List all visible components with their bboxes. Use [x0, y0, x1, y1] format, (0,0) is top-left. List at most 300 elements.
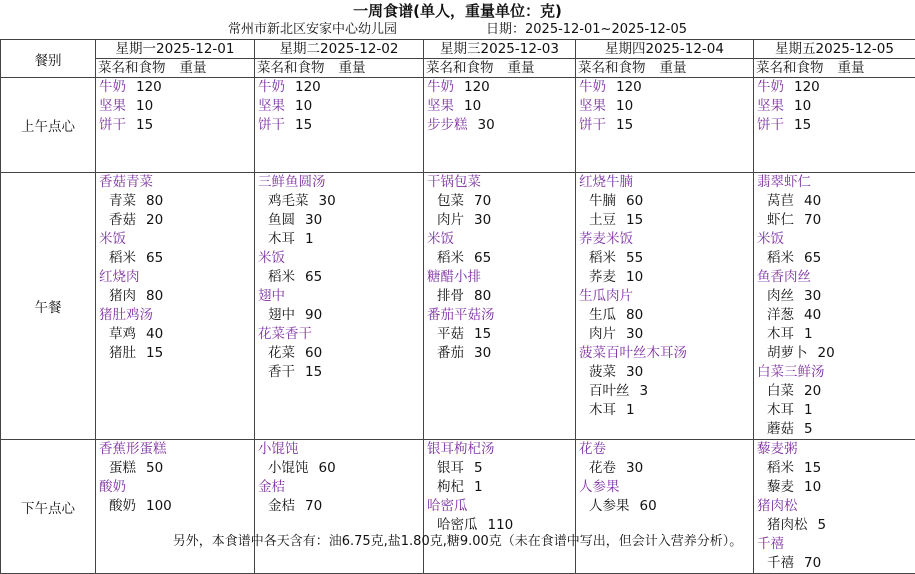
ingredient-line [427, 459, 575, 478]
ingredient-line [757, 401, 915, 420]
dish-line [258, 478, 423, 497]
day-header: 星期四2025-12-04 [576, 40, 754, 59]
ingredient-name: 白菜 [767, 383, 794, 399]
dish-line [427, 78, 575, 97]
weight-value: 20 [804, 383, 821, 399]
nutrition-footnote: 另外，本食谱中各天含有：油6.75克,盐1.80克,糖9.00克（未在食谱中写出，但会计入营养分析）。 [0, 532, 915, 551]
dish-line [99, 268, 254, 287]
ingredient-name: 猪肉松 [767, 517, 808, 533]
dish-line [757, 268, 915, 287]
ingredient-name: 猪肉 [109, 288, 136, 304]
weight-value: 120 [136, 79, 162, 95]
ingredient-line [579, 497, 753, 516]
dish-line [579, 173, 753, 192]
ingredient-name: 香干 [268, 364, 295, 380]
ingredient-line [427, 192, 575, 211]
ingredient-line [757, 554, 915, 573]
menu-cell [255, 173, 424, 440]
weight-value: 20 [146, 212, 163, 228]
dish-name: 饼干 [99, 117, 126, 133]
weight-value: 5 [804, 421, 813, 437]
ingredient-line [99, 344, 254, 363]
dish-name: 干锅包菜 [427, 174, 481, 190]
ingredient-name: 土豆 [589, 212, 616, 228]
sub-header-row [1, 59, 915, 78]
dish-line [258, 78, 423, 97]
meal-label: 下午点心 [1, 440, 96, 574]
ingredient-line [258, 459, 423, 478]
dish-name: 藜麦粥 [757, 441, 798, 457]
dish-line [579, 97, 753, 116]
weight-value: 20 [818, 345, 835, 361]
ingredient-name: 稻米 [589, 250, 616, 266]
menu-cell [424, 173, 576, 440]
sub-header [96, 59, 255, 78]
weight-value: 40 [146, 326, 163, 342]
ingredient-line [427, 249, 575, 268]
dish-name: 翡翠虾仁 [757, 174, 811, 190]
ingredient-line [99, 192, 254, 211]
ingredient-line [99, 211, 254, 230]
dish-line [757, 116, 915, 135]
dish-name: 坚果 [99, 98, 126, 114]
dish-line [427, 173, 575, 192]
weight-value: 10 [616, 98, 633, 114]
weight-value: 120 [295, 79, 321, 95]
menu-cell [576, 173, 754, 440]
ingredient-name: 平菇 [437, 326, 464, 342]
dish-line [258, 97, 423, 116]
dish-name: 人参果 [579, 479, 620, 495]
ingredient-name: 木耳 [589, 402, 616, 418]
dish-name: 猪肚鸡汤 [99, 307, 153, 323]
ingredient-name: 包菜 [437, 193, 464, 209]
ingredient-line [757, 344, 915, 363]
weight-value: 120 [794, 79, 820, 95]
ingredient-name: 木耳 [767, 402, 794, 418]
ingredient-name: 蛋糕 [109, 460, 136, 476]
sub-header [255, 59, 424, 78]
dish-line [258, 287, 423, 306]
weight-value: 80 [474, 288, 491, 304]
menu-cell [754, 440, 915, 574]
ingredient-name: 排骨 [437, 288, 464, 304]
dish-name: 红烧牛腩 [579, 174, 633, 190]
ingredient-name: 虾仁 [767, 212, 794, 228]
dish-line [99, 173, 254, 192]
weight-value: 90 [305, 307, 322, 323]
ingredient-name: 金桔 [268, 498, 295, 514]
sub-header [576, 59, 754, 78]
dish-name: 米饭 [757, 231, 784, 247]
ingredient-name: 稻米 [268, 269, 295, 285]
ingredient-line [258, 363, 423, 382]
dish-name: 牛奶 [579, 79, 606, 95]
dish-line [757, 497, 915, 516]
ingredient-line [258, 192, 423, 211]
weight-value: 80 [146, 288, 163, 304]
dish-name: 香菇青菜 [99, 174, 153, 190]
dish-name: 生瓜肉片 [579, 288, 633, 304]
menu-table [0, 39, 915, 574]
ingredient-name: 银耳 [437, 460, 464, 476]
weight-value: 1 [626, 402, 635, 418]
ingredient-name: 肉片 [437, 212, 464, 228]
ingredient-name: 生瓜 [589, 307, 616, 323]
dish-line [579, 344, 753, 363]
ingredient-line [579, 268, 753, 287]
menu-cell [754, 173, 915, 440]
food-name-header: 菜名和食物 [426, 60, 494, 76]
dish-line [258, 440, 423, 459]
dish-line [757, 230, 915, 249]
dish-line [579, 287, 753, 306]
dish-line [258, 173, 423, 192]
weight-value: 30 [804, 288, 821, 304]
dish-line [427, 230, 575, 249]
weight-value: 10 [626, 269, 643, 285]
dish-name: 翅中 [258, 288, 285, 304]
dish-name: 坚果 [579, 98, 606, 114]
menu-cell [424, 440, 576, 574]
weight-value: 1 [804, 326, 813, 342]
ingredient-name: 香菇 [109, 212, 136, 228]
weight-value: 100 [146, 498, 172, 514]
weight-header: 重量 [838, 60, 865, 76]
dish-name: 饼干 [757, 117, 784, 133]
weight-header: 重量 [660, 60, 687, 76]
food-name-header: 菜名和食物 [98, 60, 166, 76]
dish-name: 猪肉松 [757, 498, 798, 514]
weight-value: 5 [474, 460, 483, 476]
weight-value: 10 [804, 479, 821, 495]
menu-cell [754, 78, 915, 173]
dish-name: 牛奶 [99, 79, 126, 95]
weight-value: 110 [488, 517, 514, 533]
menu-cell [255, 440, 424, 574]
dish-name: 米饭 [99, 231, 126, 247]
weight-value: 10 [794, 98, 811, 114]
ingredient-line [99, 249, 254, 268]
weight-value: 30 [626, 460, 643, 476]
dish-name: 坚果 [427, 98, 454, 114]
ingredient-name: 稻米 [437, 250, 464, 266]
meal-row-lunch [1, 173, 915, 440]
dish-line [99, 116, 254, 135]
ingredient-name: 花卷 [589, 460, 616, 476]
ingredient-name: 枸杞 [437, 479, 464, 495]
ingredient-name: 莴苣 [767, 193, 794, 209]
ingredient-name: 稻米 [767, 460, 794, 476]
ingredient-name: 草鸡 [109, 326, 136, 342]
ingredient-line [258, 497, 423, 516]
ingredient-line [258, 230, 423, 249]
weight-value: 1 [305, 231, 314, 247]
day-header: 星期三2025-12-03 [424, 40, 576, 59]
ingredient-line [427, 478, 575, 497]
weight-value: 40 [804, 307, 821, 323]
dish-line [757, 97, 915, 116]
ingredient-name: 百叶丝 [589, 383, 630, 399]
ingredient-name: 蘑菇 [767, 421, 794, 437]
dish-line [99, 97, 254, 116]
dish-line [757, 363, 915, 382]
ingredient-name: 木耳 [767, 326, 794, 342]
ingredient-line [579, 363, 753, 382]
weight-value: 60 [640, 498, 657, 514]
ingredient-line [757, 325, 915, 344]
weight-value: 70 [804, 212, 821, 228]
weight-header: 重量 [180, 60, 207, 76]
dish-line [757, 173, 915, 192]
dish-name: 米饭 [258, 250, 285, 266]
ingredient-name: 鸡毛菜 [268, 193, 309, 209]
weight-value: 30 [474, 212, 491, 228]
dish-line [99, 478, 254, 497]
ingredient-name: 青菜 [109, 193, 136, 209]
weight-value: 15 [474, 326, 491, 342]
dish-name: 坚果 [258, 98, 285, 114]
dish-line [427, 306, 575, 325]
day-header-row [1, 40, 915, 59]
dish-line [99, 230, 254, 249]
ingredient-name: 稻米 [109, 250, 136, 266]
dish-line [579, 478, 753, 497]
ingredient-line [579, 325, 753, 344]
ingredient-line [258, 268, 423, 287]
food-name-header: 菜名和食物 [257, 60, 325, 76]
weight-value: 60 [319, 460, 336, 476]
ingredient-line [579, 192, 753, 211]
ingredient-line [258, 306, 423, 325]
dish-name: 金桔 [258, 479, 285, 495]
dish-line [579, 230, 753, 249]
ingredient-name: 花菜 [268, 345, 295, 361]
meal-header: 餐别 [1, 40, 96, 78]
meal-row-afternoon-snack [1, 440, 915, 574]
ingredient-line [258, 344, 423, 363]
ingredient-line [427, 344, 575, 363]
weight-value: 40 [804, 193, 821, 209]
weight-value: 65 [146, 250, 163, 266]
weight-value: 80 [146, 193, 163, 209]
weight-header: 重量 [339, 60, 366, 76]
ingredient-name: 人参果 [589, 498, 630, 514]
menu-cell [255, 78, 424, 173]
menu-cell [96, 78, 255, 173]
day-header: 星期二2025-12-02 [255, 40, 424, 59]
ingredient-line [757, 249, 915, 268]
weight-value: 70 [804, 555, 821, 571]
weight-value: 65 [474, 250, 491, 266]
ingredient-name: 洋葱 [767, 307, 794, 323]
weight-value: 10 [136, 98, 153, 114]
dish-line [427, 116, 575, 135]
ingredient-line [579, 249, 753, 268]
weight-value: 5 [818, 517, 827, 533]
dish-name: 荞麦米饭 [579, 231, 633, 247]
weight-header: 重量 [508, 60, 535, 76]
dish-name: 牛奶 [757, 79, 784, 95]
dish-line [99, 440, 254, 459]
weight-value: 10 [464, 98, 481, 114]
weight-value: 120 [464, 79, 490, 95]
food-name-header: 菜名和食物 [756, 60, 824, 76]
ingredient-name: 猪肚 [109, 345, 136, 361]
food-name-header: 菜名和食物 [578, 60, 646, 76]
dish-line [258, 325, 423, 344]
ingredient-line [427, 287, 575, 306]
ingredient-name: 菠菜 [589, 364, 616, 380]
ingredient-line [757, 211, 915, 230]
weight-value: 15 [626, 212, 643, 228]
ingredient-name: 番茄 [437, 345, 464, 361]
ingredient-line [99, 459, 254, 478]
ingredient-name: 哈密瓜 [437, 517, 478, 533]
weight-value: 10 [295, 98, 312, 114]
dish-line [757, 440, 915, 459]
dish-name: 白菜三鲜汤 [757, 364, 825, 380]
dish-line [427, 97, 575, 116]
dish-line [579, 116, 753, 135]
weight-value: 30 [478, 117, 495, 133]
ingredient-name: 肉片 [589, 326, 616, 342]
menu-cell [424, 78, 576, 173]
school-name: 常州市新北区安家中心幼儿园 [228, 21, 397, 39]
weight-value: 15 [146, 345, 163, 361]
weight-value: 15 [616, 117, 633, 133]
dish-name: 三鲜鱼圆汤 [258, 174, 326, 190]
ingredient-line [99, 287, 254, 306]
ingredient-name: 稻米 [767, 250, 794, 266]
weight-value: 70 [474, 193, 491, 209]
day-header: 星期五2025-12-05 [754, 40, 915, 59]
ingredient-line [579, 459, 753, 478]
weight-value: 15 [136, 117, 153, 133]
ingredient-name: 肉丝 [767, 288, 794, 304]
meal-row-morning-snack [1, 78, 915, 173]
dish-name: 饼干 [258, 117, 285, 133]
ingredient-line [258, 211, 423, 230]
day-header: 星期一2025-12-01 [96, 40, 255, 59]
dish-line [99, 78, 254, 97]
weight-value: 60 [626, 193, 643, 209]
weight-value: 15 [804, 460, 821, 476]
dish-name: 酸奶 [99, 479, 126, 495]
dish-line [579, 440, 753, 459]
ingredient-line [757, 420, 915, 439]
menu-cell [576, 78, 754, 173]
dish-line [427, 268, 575, 287]
ingredient-name: 荞麦 [589, 269, 616, 285]
dish-name: 坚果 [757, 98, 784, 114]
weight-value: 30 [319, 193, 336, 209]
date-range: 日期：2025-12-01~2025-12-05 [486, 21, 687, 39]
ingredient-line [427, 211, 575, 230]
dish-name: 糖醋小排 [427, 269, 481, 285]
dish-name: 米饭 [427, 231, 454, 247]
dish-name: 牛奶 [258, 79, 285, 95]
weight-value: 15 [295, 117, 312, 133]
ingredient-name: 牛腩 [589, 193, 616, 209]
ingredient-name: 胡萝卜 [767, 345, 808, 361]
ingredient-name: 鱼圆 [268, 212, 295, 228]
ingredient-line [579, 401, 753, 420]
dish-name: 香蕉形蛋糕 [99, 441, 167, 457]
weight-value: 55 [626, 250, 643, 266]
dish-line [258, 116, 423, 135]
dish-name: 哈密瓜 [427, 498, 468, 514]
weight-value: 1 [474, 479, 483, 495]
meal-label: 午餐 [1, 173, 96, 440]
ingredient-line [757, 478, 915, 497]
dish-name: 步步糕 [427, 117, 468, 133]
weight-value: 15 [305, 364, 322, 380]
sub-header [754, 59, 915, 78]
ingredient-line [757, 459, 915, 478]
weight-value: 30 [626, 364, 643, 380]
weight-value: 65 [305, 269, 322, 285]
dish-line [579, 78, 753, 97]
weight-value: 60 [305, 345, 322, 361]
menu-cell [96, 440, 255, 574]
dish-name: 千禧 [757, 536, 784, 552]
ingredient-line [579, 306, 753, 325]
dish-name: 牛奶 [427, 79, 454, 95]
weight-value: 3 [640, 383, 649, 399]
ingredient-name: 千禧 [767, 555, 794, 571]
weight-value: 120 [616, 79, 642, 95]
ingredient-name: 酸奶 [109, 498, 136, 514]
dish-name: 鱼香肉丝 [757, 269, 811, 285]
ingredient-line [579, 382, 753, 401]
dish-name: 花卷 [579, 441, 606, 457]
dish-line [99, 306, 254, 325]
ingredient-line [427, 325, 575, 344]
ingredient-line [757, 382, 915, 401]
dish-name: 菠菜百叶丝木耳汤 [579, 345, 687, 361]
menu-cell [96, 173, 255, 440]
meal-label: 上午点心 [1, 78, 96, 173]
page-title: 一周食谱(单人，重量单位：克) [0, 0, 915, 22]
dish-line [757, 78, 915, 97]
ingredient-line [99, 497, 254, 516]
ingredient-name: 翅中 [268, 307, 295, 323]
dish-line [427, 497, 575, 516]
weight-value: 50 [146, 460, 163, 476]
ingredient-line [757, 192, 915, 211]
ingredient-line [99, 325, 254, 344]
weight-value: 65 [804, 250, 821, 266]
dish-name: 红烧肉 [99, 269, 140, 285]
ingredient-line [757, 306, 915, 325]
ingredient-name: 藜麦 [767, 479, 794, 495]
weight-value: 15 [794, 117, 811, 133]
dish-name: 银耳枸杞汤 [427, 441, 495, 457]
dish-line [427, 440, 575, 459]
weight-value: 30 [626, 326, 643, 342]
weight-value: 30 [305, 212, 322, 228]
weight-value: 1 [804, 402, 813, 418]
ingredient-line [757, 287, 915, 306]
dish-name: 番茄平菇汤 [427, 307, 495, 323]
ingredient-line [579, 211, 753, 230]
weight-value: 30 [474, 345, 491, 361]
ingredient-name: 木耳 [268, 231, 295, 247]
dish-name: 饼干 [579, 117, 606, 133]
dish-name: 小馄饨 [258, 441, 299, 457]
dish-name: 花菜香干 [258, 326, 312, 342]
